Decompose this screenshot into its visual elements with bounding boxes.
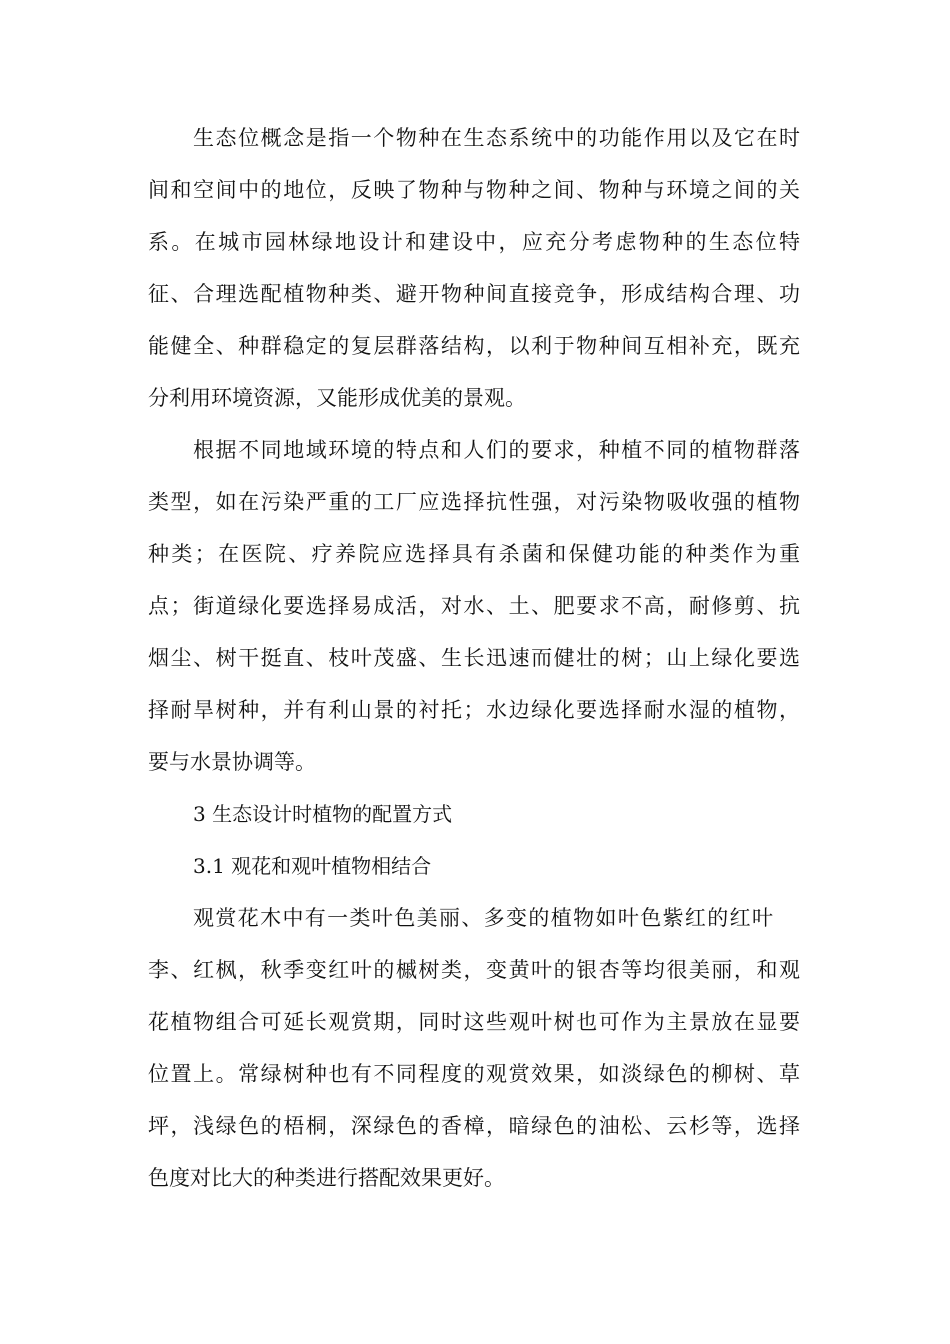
paragraph-3-line-4: 位置上。常绿树种也有不同程度的观赏效果，如淡绿色的柳树、草 — [148, 1062, 800, 1086]
paragraph-2-line-2: 类型，如在污染严重的工厂应选择抗性强，对污染物吸收强的植物 — [148, 490, 800, 514]
paragraph-1-line-2: 间和空间中的地位，反映了物种与物种之间、物种与环境之间的关 — [148, 178, 800, 202]
section-heading: 3 生态设计时植物的配置方式 — [193, 802, 453, 826]
paragraph-1-line-4: 征、合理选配植物种类、避开物种间直接竞争，形成结构合理、功 — [148, 282, 800, 306]
paragraph-1-line-3: 系。在城市园林绿地设计和建设中，应充分考虑物种的生态位特 — [148, 230, 800, 254]
paragraph-1-line-6: 分利用环境资源，又能形成优美的景观。 — [148, 386, 526, 410]
paragraph-2-line-4: 点；街道绿化要选择易成活，对水、土、肥要求不高，耐修剪、抗 — [148, 594, 800, 618]
paragraph-3-line-1: 观赏花木中有一类叶色美丽、多变的植物如叶色紫红的红叶 — [193, 906, 773, 930]
subsection-heading: 3.1 观花和观叶植物相结合 — [193, 854, 432, 878]
paragraph-2-line-5: 烟尘、树干挺直、枝叶茂盛、生长迅速而健壮的树；山上绿化要选 — [148, 646, 800, 670]
paragraph-2-line-3: 种类；在医院、疗养院应选择具有杀菌和保健功能的种类作为重 — [148, 542, 800, 566]
paragraph-2-line-1: 根据不同地域环境的特点和人们的要求，种植不同的植物群落 — [193, 438, 800, 462]
paragraph-1-line-1: 生态位概念是指一个物种在生态系统中的功能作用以及它在时 — [193, 126, 800, 150]
paragraph-2-line-7: 要与水景协调等。 — [148, 750, 316, 774]
paragraph-3-line-6: 色度对比大的种类进行搭配效果更好。 — [148, 1166, 505, 1190]
paragraph-1-line-5: 能健全、种群稳定的复层群落结构，以利于物种间互相补充，既充 — [148, 334, 800, 358]
paragraph-3-line-3: 花植物组合可延长观赏期，同时这些观叶树也可作为主景放在显要 — [148, 1010, 800, 1034]
paragraph-3-line-5: 坪，浅绿色的梧桐，深绿色的香樟，暗绿色的油松、云杉等，选择 — [148, 1114, 800, 1138]
paragraph-3-line-2: 李、红枫，秋季变红叶的槭树类，变黄叶的银杏等均很美丽，和观 — [148, 958, 800, 982]
paragraph-2-line-6: 择耐旱树种，并有利山景的衬托；水边绿化要选择耐水湿的植物， — [148, 698, 800, 722]
